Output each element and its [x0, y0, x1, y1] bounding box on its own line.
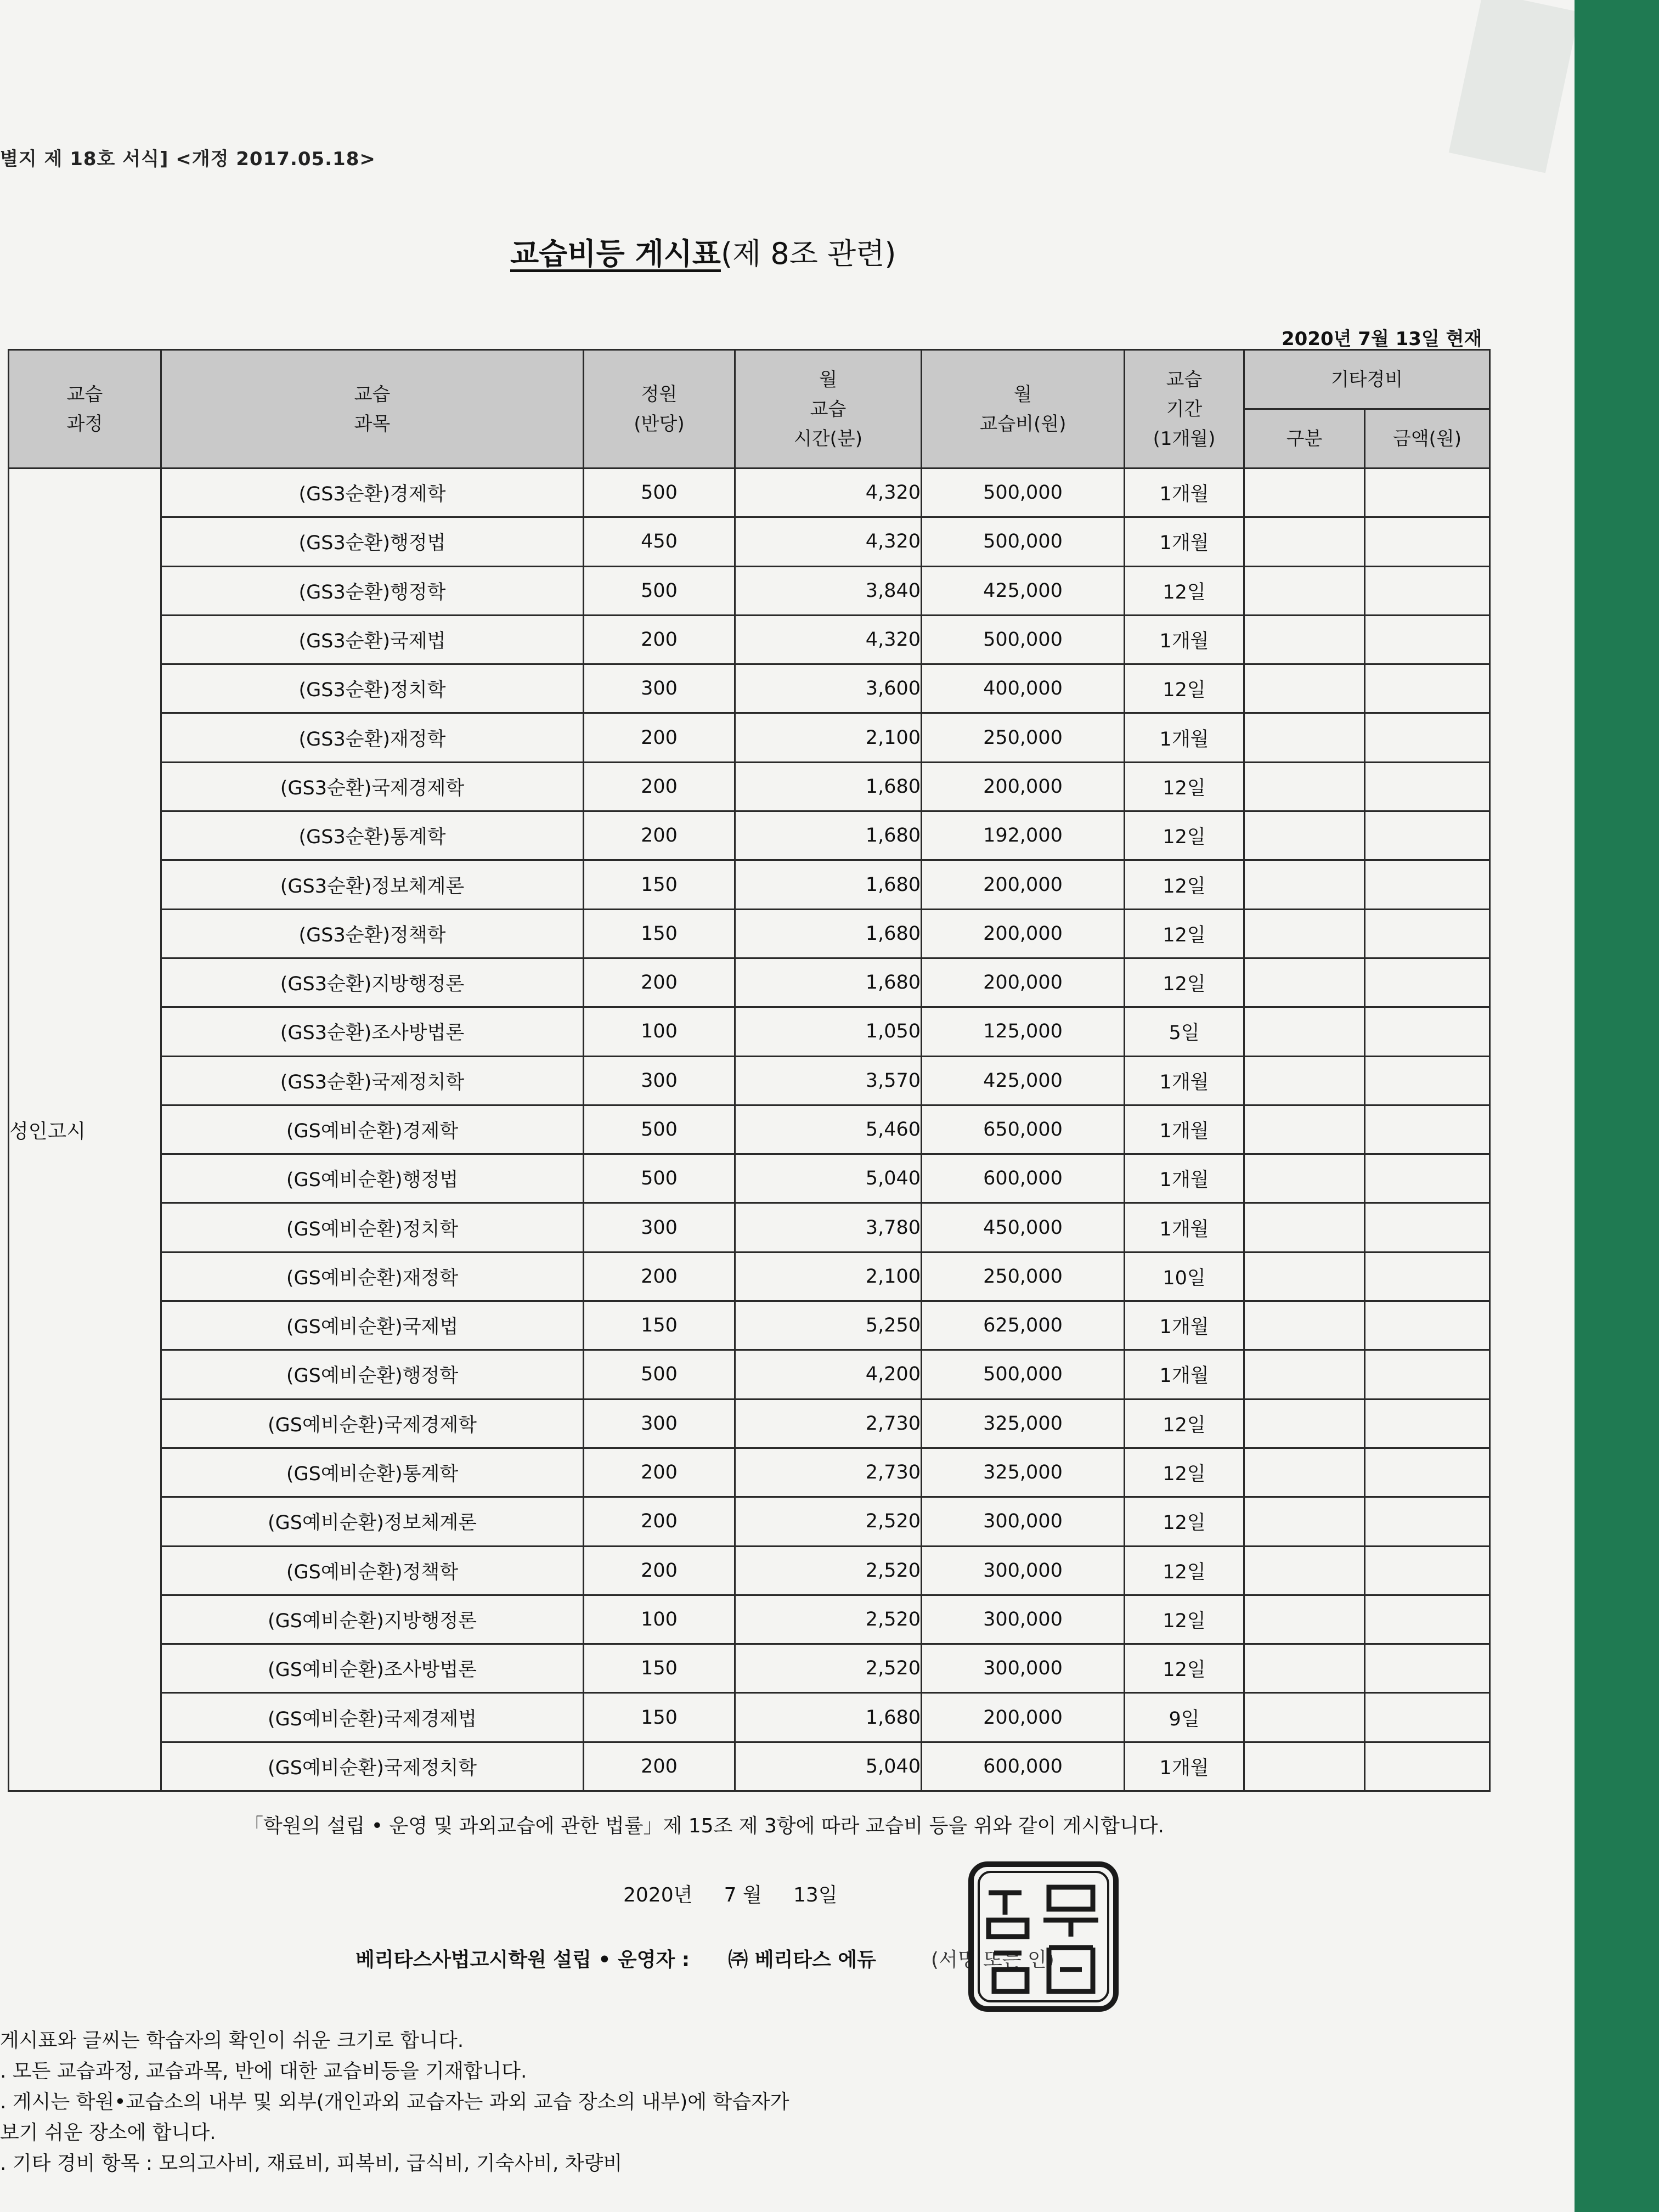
other-type-cell [1244, 1693, 1365, 1742]
other-amount-cell [1365, 1644, 1490, 1693]
fee-cell: 650,000 [922, 1105, 1125, 1154]
subject-cell: (GS예비순환)정치학 [161, 1203, 584, 1252]
period-cell: 9일 [1125, 1693, 1244, 1742]
fee-cell: 325,000 [922, 1448, 1125, 1497]
table-row [9, 469, 1490, 517]
fee-cell: 625,000 [922, 1301, 1125, 1350]
other-type-cell [1244, 860, 1365, 909]
subject-cell: (GS3순환)행정법 [161, 517, 584, 566]
period-cell: 1개월 [1125, 469, 1244, 517]
table-row [9, 1399, 1490, 1448]
period-cell: 12일 [1125, 860, 1244, 909]
other-amount-cell [1365, 517, 1490, 566]
fee-cell: 250,000 [922, 713, 1125, 762]
hours-cell: 5,040 [735, 1154, 922, 1203]
other-type-cell [1244, 958, 1365, 1007]
hours-cell: 2,730 [735, 1399, 922, 1448]
table-row [9, 1448, 1490, 1497]
other-type-cell [1244, 1399, 1365, 1448]
subject-cell: (GS예비순환)조사방법론 [161, 1644, 584, 1693]
fee-cell: 250,000 [922, 1252, 1125, 1301]
table-row [9, 1546, 1490, 1595]
other-type-cell [1244, 517, 1365, 566]
other-amount-cell [1365, 566, 1490, 615]
document-title [510, 230, 896, 273]
other-type-cell [1244, 1350, 1365, 1399]
fee-cell: 500,000 [922, 615, 1125, 664]
hours-cell: 3,600 [735, 664, 922, 713]
table-row [9, 1742, 1490, 1791]
as-of-date: 2020년 7월 13일 현재 [1282, 328, 1482, 350]
fee-cell: 500,000 [922, 1350, 1125, 1399]
course-cell: 성인고시 [9, 469, 161, 1791]
capacity-cell: 450 [584, 517, 735, 566]
capacity-cell: 500 [584, 566, 735, 615]
period-cell: 1개월 [1125, 1742, 1244, 1791]
period-cell: 1개월 [1125, 1105, 1244, 1154]
operator-label: 베리타스사법고시학원 설립 • 운영자 : [356, 1949, 690, 1971]
period-cell: 12일 [1125, 762, 1244, 811]
fee-cell: 192,000 [922, 811, 1125, 860]
capacity-cell: 500 [584, 1350, 735, 1399]
table-row [9, 811, 1490, 860]
capacity-cell: 200 [584, 1546, 735, 1595]
subject-cell: (GS예비순환)지방행정론 [161, 1595, 584, 1644]
hours-cell: 1,050 [735, 1007, 922, 1056]
fee-cell: 425,000 [922, 566, 1125, 615]
capacity-cell: 500 [584, 1154, 735, 1203]
table-row [9, 1056, 1490, 1105]
capacity-cell: 100 [584, 1595, 735, 1644]
other-amount-cell [1365, 1448, 1490, 1497]
capacity-cell: 200 [584, 713, 735, 762]
capacity-cell: 300 [584, 1203, 735, 1252]
other-type-cell [1244, 1252, 1365, 1301]
capacity-cell: 200 [584, 1497, 735, 1546]
seal-mark-text: (서명 또는 인) [930, 1949, 1054, 1971]
subject-cell: (GS예비순환)통계학 [161, 1448, 584, 1497]
note-2: . 모든 교습과정, 교습과목, 반에 대한 교습비등을 기재합니다. [0, 2060, 527, 2083]
subject-cell: (GS3순환)경제학 [161, 469, 584, 517]
fee-cell: 200,000 [922, 762, 1125, 811]
period-cell: 12일 [1125, 811, 1244, 860]
other-type-cell [1244, 1301, 1365, 1350]
other-type-cell [1244, 1105, 1365, 1154]
capacity-cell: 200 [584, 1448, 735, 1497]
header-hours: 월 교습 시간(분) [735, 350, 922, 469]
fee-cell: 300,000 [922, 1546, 1125, 1595]
posting-statement: 「학원의 설립 • 운영 및 과외교습에 관한 법률」제 15조 제 3항에 따라 교습비 등을 위와 같이 게시합니다. [244, 1815, 1164, 1837]
title-main: 교습비등 게시표 [510, 236, 721, 271]
period-cell: 10일 [1125, 1252, 1244, 1301]
capacity-cell: 150 [584, 860, 735, 909]
hours-cell: 2,730 [735, 1448, 922, 1497]
hours-cell: 1,680 [735, 909, 922, 958]
notes-section [0, 2025, 789, 2179]
other-amount-cell [1365, 664, 1490, 713]
period-cell: 12일 [1125, 958, 1244, 1007]
fee-table [8, 349, 1491, 1792]
other-type-cell [1244, 909, 1365, 958]
table-row [9, 1203, 1490, 1252]
header-other-expenses: 기타경비 [1244, 350, 1490, 409]
title-sub: (제 8조 관련) [720, 236, 896, 271]
table-row [9, 1497, 1490, 1546]
adhesive-tape [1449, 0, 1575, 173]
capacity-cell: 150 [584, 1301, 735, 1350]
capacity-cell: 150 [584, 909, 735, 958]
note-5: . 기타 경비 항목 : 모의고사비, 재료비, 피복비, 급식비, 기숙사비, 차량비 [0, 2152, 623, 2175]
subject-cell: (GS3순환)조사방법론 [161, 1007, 584, 1056]
header-period: 교습 기간 (1개월) [1125, 350, 1244, 469]
fee-cell: 325,000 [922, 1399, 1125, 1448]
hours-cell: 3,780 [735, 1203, 922, 1252]
sign-day: 13일 [793, 1884, 838, 1906]
fee-cell: 600,000 [922, 1742, 1125, 1791]
fee-cell: 425,000 [922, 1056, 1125, 1105]
hours-cell: 5,460 [735, 1105, 922, 1154]
hours-cell: 3,840 [735, 566, 922, 615]
period-cell: 12일 [1125, 566, 1244, 615]
fee-cell: 600,000 [922, 1154, 1125, 1203]
hours-cell: 4,320 [735, 469, 922, 517]
hours-cell: 4,320 [735, 615, 922, 664]
other-amount-cell [1365, 469, 1490, 517]
subject-cell: (GS3순환)지방행정론 [161, 958, 584, 1007]
hours-cell: 1,680 [735, 860, 922, 909]
other-amount-cell [1365, 1595, 1490, 1644]
period-cell: 12일 [1125, 1546, 1244, 1595]
table-row [9, 909, 1490, 958]
other-type-cell [1244, 469, 1365, 517]
table-row [9, 1595, 1490, 1644]
fee-cell: 300,000 [922, 1497, 1125, 1546]
sign-month: 7 월 [724, 1884, 762, 1906]
fee-cell: 200,000 [922, 1693, 1125, 1742]
hours-cell: 2,520 [735, 1595, 922, 1644]
header-other-amount: 금액(원) [1365, 409, 1490, 469]
table-row [9, 566, 1490, 615]
period-cell: 1개월 [1125, 1203, 1244, 1252]
other-amount-cell [1365, 713, 1490, 762]
subject-cell: (GS3순환)정보체계론 [161, 860, 584, 909]
other-amount-cell [1365, 1301, 1490, 1350]
period-cell: 12일 [1125, 1399, 1244, 1448]
period-cell: 12일 [1125, 1448, 1244, 1497]
hours-cell: 4,200 [735, 1350, 922, 1399]
fee-cell: 200,000 [922, 860, 1125, 909]
subject-cell: (GS3순환)정치학 [161, 664, 584, 713]
table-row [9, 1154, 1490, 1203]
fee-cell: 300,000 [922, 1595, 1125, 1644]
hours-cell: 2,100 [735, 1252, 922, 1301]
subject-cell: (GS예비순환)국제법 [161, 1301, 584, 1350]
fee-cell: 125,000 [922, 1007, 1125, 1056]
other-type-cell [1244, 1007, 1365, 1056]
capacity-cell: 100 [584, 1007, 735, 1056]
hours-cell: 5,250 [735, 1301, 922, 1350]
subject-cell: (GS예비순환)정보체계론 [161, 1497, 584, 1546]
note-1: 게시표와 글씨는 학습자의 확인이 쉬운 크기로 합니다. [0, 2029, 464, 2052]
capacity-cell: 200 [584, 1742, 735, 1791]
other-type-cell [1244, 1497, 1365, 1546]
table-row [9, 958, 1490, 1007]
capacity-cell: 150 [584, 1693, 735, 1742]
note-4: 보기 쉬운 장소에 합니다. [0, 2121, 216, 2144]
period-cell: 1개월 [1125, 1350, 1244, 1399]
other-amount-cell [1365, 615, 1490, 664]
other-amount-cell [1365, 1546, 1490, 1595]
table-row [9, 517, 1490, 566]
other-amount-cell [1365, 860, 1490, 909]
header-fee: 월 교습비(원) [922, 350, 1125, 469]
subject-cell: (GS3순환)정책학 [161, 909, 584, 958]
capacity-cell: 300 [584, 1399, 735, 1448]
period-cell: 1개월 [1125, 713, 1244, 762]
other-amount-cell [1365, 1007, 1490, 1056]
capacity-cell: 200 [584, 1252, 735, 1301]
header-capacity: 정원 (반당) [584, 350, 735, 469]
other-amount-cell [1365, 1497, 1490, 1546]
subject-cell: (GS예비순환)국제정치학 [161, 1742, 584, 1791]
period-cell: 12일 [1125, 664, 1244, 713]
table-row [9, 1007, 1490, 1056]
capacity-cell: 500 [584, 469, 735, 517]
subject-cell: (GS예비순환)국제경제법 [161, 1693, 584, 1742]
header-course: 교습 과정 [9, 350, 161, 469]
table-row [9, 1350, 1490, 1399]
period-cell: 12일 [1125, 1644, 1244, 1693]
table-row [9, 1105, 1490, 1154]
operator-line [356, 1944, 1054, 1972]
subject-cell: (GS3순환)국제법 [161, 615, 584, 664]
other-type-cell [1244, 1203, 1365, 1252]
fee-cell: 500,000 [922, 469, 1125, 517]
period-cell: 12일 [1125, 1595, 1244, 1644]
subject-cell: (GS3순환)국제정치학 [161, 1056, 584, 1105]
hours-cell: 4,320 [735, 517, 922, 566]
period-cell: 12일 [1125, 909, 1244, 958]
signature-date [623, 1880, 838, 1908]
other-amount-cell [1365, 811, 1490, 860]
fee-cell: 450,000 [922, 1203, 1125, 1252]
table-row [9, 1644, 1490, 1693]
hours-cell: 1,680 [735, 1693, 922, 1742]
fee-cell: 200,000 [922, 958, 1125, 1007]
period-cell: 1개월 [1125, 1301, 1244, 1350]
hours-cell: 2,520 [735, 1644, 922, 1693]
other-amount-cell [1365, 958, 1490, 1007]
capacity-cell: 300 [584, 664, 735, 713]
period-cell: 1개월 [1125, 517, 1244, 566]
capacity-cell: 200 [584, 615, 735, 664]
period-cell: 1개월 [1125, 1154, 1244, 1203]
other-amount-cell [1365, 1154, 1490, 1203]
subject-cell: (GS예비순환)재정학 [161, 1252, 584, 1301]
header-other-type: 구분 [1244, 409, 1365, 469]
subject-cell: (GS예비순환)경제학 [161, 1105, 584, 1154]
other-type-cell [1244, 1742, 1365, 1791]
hours-cell: 1,680 [735, 762, 922, 811]
subject-cell: (GS3순환)통계학 [161, 811, 584, 860]
other-type-cell [1244, 1448, 1365, 1497]
subject-cell: (GS3순환)국제경제학 [161, 762, 584, 811]
capacity-cell: 150 [584, 1644, 735, 1693]
hours-cell: 2,520 [735, 1497, 922, 1546]
other-type-cell [1244, 615, 1365, 664]
other-amount-cell [1365, 762, 1490, 811]
other-amount-cell [1365, 1350, 1490, 1399]
period-cell: 1개월 [1125, 1056, 1244, 1105]
operator-company: ㈜ 베리타스 에듀 [728, 1949, 876, 1971]
other-amount-cell [1365, 1056, 1490, 1105]
capacity-cell: 200 [584, 811, 735, 860]
fee-cell: 500,000 [922, 517, 1125, 566]
table-row [9, 762, 1490, 811]
period-cell: 5일 [1125, 1007, 1244, 1056]
sign-year: 2020년 [623, 1884, 693, 1906]
other-type-cell [1244, 1546, 1365, 1595]
other-amount-cell [1365, 1693, 1490, 1742]
table-row [9, 1252, 1490, 1301]
hours-cell: 3,570 [735, 1056, 922, 1105]
period-cell: 1개월 [1125, 615, 1244, 664]
hours-cell: 1,680 [735, 958, 922, 1007]
capacity-cell: 300 [584, 1056, 735, 1105]
other-type-cell [1244, 1595, 1365, 1644]
fee-cell: 400,000 [922, 664, 1125, 713]
other-amount-cell [1365, 1742, 1490, 1791]
other-type-cell [1244, 664, 1365, 713]
table-row [9, 860, 1490, 909]
hours-cell: 5,040 [735, 1742, 922, 1791]
capacity-cell: 500 [584, 1105, 735, 1154]
other-amount-cell [1365, 1252, 1490, 1301]
subject-cell: (GS3순환)행정학 [161, 566, 584, 615]
table-row [9, 1301, 1490, 1350]
subject-cell: (GS예비순환)행정학 [161, 1350, 584, 1399]
subject-cell: (GS3순환)재정학 [161, 713, 584, 762]
fee-cell: 200,000 [922, 909, 1125, 958]
other-type-cell [1244, 1056, 1365, 1105]
other-amount-cell [1365, 1399, 1490, 1448]
form-number: 별지 제 18호 서식] <개정 2017.05.18> [0, 148, 376, 170]
note-3: . 게시는 학원•교습소의 내부 및 외부(개인과외 교습자는 과외 교습 장소의 내부)에 학습자가 [0, 2091, 789, 2113]
fee-cell: 300,000 [922, 1644, 1125, 1693]
other-type-cell [1244, 762, 1365, 811]
academy-seal-icon [967, 1860, 1120, 2013]
subject-cell: (GS예비순환)정책학 [161, 1546, 584, 1595]
other-type-cell [1244, 1644, 1365, 1693]
hours-cell: 1,680 [735, 811, 922, 860]
other-type-cell [1244, 811, 1365, 860]
hours-cell: 2,520 [735, 1546, 922, 1595]
other-amount-cell [1365, 909, 1490, 958]
subject-cell: (GS예비순환)국제경제학 [161, 1399, 584, 1448]
table-row [9, 1693, 1490, 1742]
table-row [9, 615, 1490, 664]
period-cell: 12일 [1125, 1497, 1244, 1546]
table-row [9, 664, 1490, 713]
header-subject: 교습 과목 [161, 350, 584, 469]
other-type-cell [1244, 1154, 1365, 1203]
capacity-cell: 200 [584, 762, 735, 811]
other-type-cell [1244, 566, 1365, 615]
other-amount-cell [1365, 1203, 1490, 1252]
subject-cell: (GS예비순환)행정법 [161, 1154, 584, 1203]
hours-cell: 2,100 [735, 713, 922, 762]
other-amount-cell [1365, 1105, 1490, 1154]
capacity-cell: 200 [584, 958, 735, 1007]
table-row [9, 713, 1490, 762]
other-type-cell [1244, 713, 1365, 762]
